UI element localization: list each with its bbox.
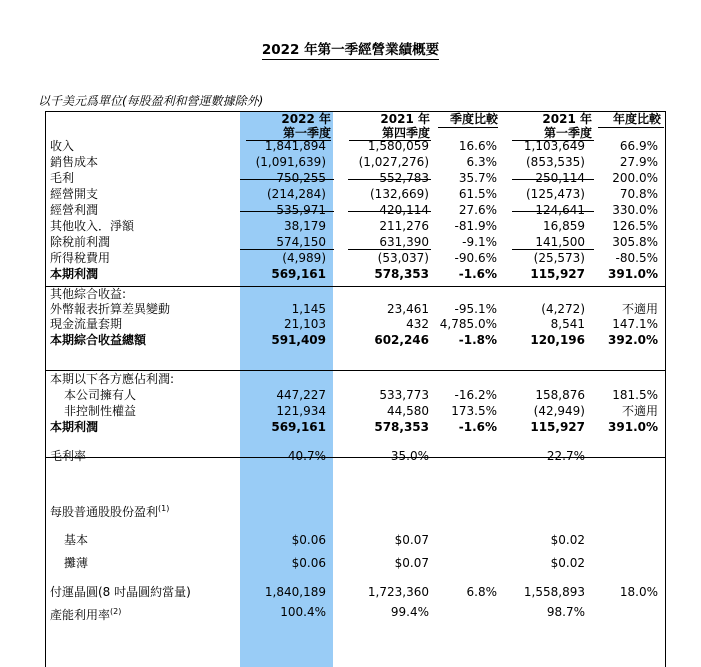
cell-value: 40.7% bbox=[287, 449, 326, 463]
cell-value: -1.6% bbox=[458, 420, 497, 434]
row-label: 其他收入．淨額 bbox=[50, 219, 135, 233]
cell-value: 569,161 bbox=[271, 267, 326, 281]
cell-value: 602,246 bbox=[374, 333, 429, 347]
cell-value: -95.1% bbox=[454, 302, 497, 316]
cell-value: 574,150 bbox=[276, 235, 326, 249]
table-row bbox=[0, 332, 701, 348]
subtotal-rule bbox=[512, 179, 594, 180]
table-row bbox=[0, 387, 701, 403]
cell-value: 66.9% bbox=[619, 139, 658, 153]
table-row bbox=[0, 170, 701, 186]
cell-value: (214,284) bbox=[267, 187, 326, 201]
cell-value: 44,580 bbox=[387, 404, 429, 418]
cell-value: 578,353 bbox=[374, 420, 429, 434]
cell-value: 1,841,894 bbox=[264, 139, 326, 153]
cell-value: -81.9% bbox=[454, 219, 497, 233]
row-label: 其他綜合收益: bbox=[50, 287, 127, 301]
cell-value: (4,989) bbox=[282, 251, 326, 265]
table-row bbox=[0, 154, 701, 170]
table-row bbox=[0, 604, 701, 620]
table-row bbox=[0, 371, 701, 387]
table-row bbox=[0, 555, 701, 571]
cell-value: 8,541 bbox=[550, 317, 585, 331]
cell-value: -90.6% bbox=[454, 251, 497, 265]
subtotal-rule bbox=[348, 211, 431, 212]
cell-value: 126.5% bbox=[612, 219, 658, 233]
cell-value: 1,723,360 bbox=[367, 585, 429, 599]
cell-value: 591,409 bbox=[271, 333, 326, 347]
header-2021-q4: 2021 年 第四季度 bbox=[380, 112, 430, 140]
cell-value: 115,927 bbox=[530, 420, 585, 434]
table-row bbox=[0, 584, 701, 600]
cell-value: 173.5% bbox=[451, 404, 497, 418]
row-label: 銷售成本 bbox=[50, 155, 99, 169]
row-label: 除稅前利潤 bbox=[50, 235, 111, 249]
cell-value: 552,783 bbox=[379, 171, 429, 185]
unit-note: 以千美元爲單位(每股盈利和營運數據除外) bbox=[38, 94, 264, 108]
cell-value: (53,037) bbox=[377, 251, 429, 265]
cell-value: 38,179 bbox=[284, 219, 326, 233]
row-label: 付運晶圓(8 吋晶圓約當量) bbox=[50, 585, 191, 599]
table-row bbox=[0, 501, 701, 517]
cell-value: -16.2% bbox=[454, 388, 497, 402]
cell-value: 569,161 bbox=[271, 420, 326, 434]
subtotal-rule bbox=[240, 249, 334, 250]
row-label: 毛利 bbox=[50, 171, 75, 185]
cell-value: (1,027,276) bbox=[358, 155, 429, 169]
cell-value: 100.4% bbox=[280, 605, 326, 619]
cell-value: $0.06 bbox=[291, 556, 326, 570]
header-2021-q1: 2021 年 第一季度 bbox=[542, 112, 592, 140]
net-profit-rule bbox=[45, 286, 665, 287]
cell-value: 305.8% bbox=[612, 235, 658, 249]
cell-value: $0.07 bbox=[394, 533, 429, 547]
row-label: 攤薄 bbox=[64, 556, 89, 570]
page-title: 2022 年第一季經營業績概要 bbox=[261, 42, 440, 58]
cell-value: (125,473) bbox=[526, 187, 585, 201]
cell-value: 35.0% bbox=[390, 449, 429, 463]
cell-value: 330.0% bbox=[612, 203, 658, 217]
cell-value: 120,196 bbox=[530, 333, 585, 347]
cell-value: $0.02 bbox=[550, 533, 585, 547]
table-row bbox=[0, 301, 701, 317]
cell-value: 70.8% bbox=[619, 187, 658, 201]
footnote-marker: (2) bbox=[110, 607, 122, 616]
cell-value: 115,927 bbox=[530, 267, 585, 281]
table-row bbox=[0, 202, 701, 218]
row-label: 現金流量套期 bbox=[50, 317, 123, 331]
table-row bbox=[0, 218, 701, 234]
header-underline bbox=[438, 127, 498, 128]
header-yoy: 年度比較 bbox=[612, 112, 661, 126]
cell-value: (25,573) bbox=[533, 251, 585, 265]
subtotal-rule bbox=[240, 179, 334, 180]
table-row bbox=[0, 266, 701, 282]
subtotal-rule bbox=[512, 211, 594, 212]
table-row bbox=[0, 138, 701, 154]
cell-value: 211,276 bbox=[379, 219, 429, 233]
table-row bbox=[0, 532, 701, 548]
cell-value: 631,390 bbox=[379, 235, 429, 249]
cell-value: 18.0% bbox=[619, 585, 658, 599]
cell-value: 158,876 bbox=[535, 388, 585, 402]
header-qoq: 季度比較 bbox=[449, 112, 498, 126]
cell-value: 392.0% bbox=[608, 333, 658, 347]
table-row bbox=[0, 250, 701, 266]
row-label: 本期綜合收益總額 bbox=[50, 333, 147, 347]
subtotal-rule bbox=[240, 211, 334, 212]
cell-value: -1.6% bbox=[458, 267, 497, 281]
row-label: 每股普通股股份盈利$^{(1)}$ bbox=[50, 504, 170, 519]
cell-value: 181.5% bbox=[612, 388, 658, 402]
table-row bbox=[0, 403, 701, 419]
comprehensive-rule bbox=[45, 370, 665, 371]
table-row bbox=[0, 448, 701, 464]
cell-value: (42,949) bbox=[533, 404, 585, 418]
cell-value: -9.1% bbox=[462, 235, 497, 249]
cell-value: 98.7% bbox=[546, 605, 585, 619]
row-label: 本期利潤 bbox=[50, 420, 99, 434]
cell-value: 21,103 bbox=[284, 317, 326, 331]
cell-value: 不適用 bbox=[621, 404, 658, 418]
row-label: 外幣報表折算差異變動 bbox=[50, 302, 171, 316]
cell-value: 35.7% bbox=[458, 171, 497, 185]
table-row bbox=[0, 316, 701, 332]
row-label: 毛利率 bbox=[50, 449, 87, 463]
row-label: 經營利潤 bbox=[50, 203, 99, 217]
cell-value: 1,840,189 bbox=[264, 585, 326, 599]
row-label: 所得稅費用 bbox=[50, 251, 111, 265]
cell-value: $0.02 bbox=[550, 556, 585, 570]
cell-value: 16,859 bbox=[543, 219, 585, 233]
table-row bbox=[0, 234, 701, 250]
footnote-marker: (1) bbox=[158, 504, 170, 513]
table-row bbox=[0, 186, 701, 202]
header-2022-q1: 2022 年 第一季度 bbox=[281, 112, 331, 140]
subtotal-rule bbox=[512, 249, 594, 250]
cell-value: (4,272) bbox=[541, 302, 585, 316]
cell-value: 23,461 bbox=[387, 302, 429, 316]
net-profit-rule bbox=[45, 457, 665, 458]
row-label: 本公司擁有人 bbox=[64, 388, 137, 402]
cell-value: 不適用 bbox=[621, 302, 658, 316]
row-label: 非控制性權益 bbox=[64, 404, 137, 418]
cell-value: 16.6% bbox=[458, 139, 497, 153]
cell-value: 1,580,059 bbox=[367, 139, 429, 153]
cell-value: 147.1% bbox=[612, 317, 658, 331]
cell-value: (132,669) bbox=[370, 187, 429, 201]
cell-value: $0.07 bbox=[394, 556, 429, 570]
row-label: 基本 bbox=[64, 533, 89, 547]
cell-value: 420,114 bbox=[379, 203, 429, 217]
row-label: 本期利潤 bbox=[50, 267, 99, 281]
cell-value: 141,500 bbox=[535, 235, 585, 249]
cell-value: 533,773 bbox=[379, 388, 429, 402]
header-underline bbox=[598, 127, 664, 128]
cell-value: 27.6% bbox=[458, 203, 497, 217]
cell-value: 200.0% bbox=[612, 171, 658, 185]
cell-value: 61.5% bbox=[458, 187, 497, 201]
row-label: 經營開支 bbox=[50, 187, 99, 201]
cell-value: 27.9% bbox=[619, 155, 658, 169]
cell-value: 99.4% bbox=[390, 605, 429, 619]
row-label: 本期以下各方應佔利潤: bbox=[50, 372, 175, 386]
row-label: 產能利用率$^{(2)}$ bbox=[50, 607, 122, 622]
cell-value: 447,227 bbox=[276, 388, 326, 402]
cell-value: 750,255 bbox=[276, 171, 326, 185]
cell-value: 6.8% bbox=[466, 585, 497, 599]
cell-value: 535,971 bbox=[276, 203, 326, 217]
subtotal-rule bbox=[348, 249, 431, 250]
cell-value: 4,785.0% bbox=[439, 317, 497, 331]
row-label: 收入 bbox=[50, 139, 75, 153]
cell-value: (853,535) bbox=[526, 155, 585, 169]
cell-value: 391.0% bbox=[608, 420, 658, 434]
cell-value: 6.3% bbox=[466, 155, 497, 169]
cell-value: 124,641 bbox=[535, 203, 585, 217]
cell-value: 578,353 bbox=[374, 267, 429, 281]
cell-value: 121,934 bbox=[276, 404, 326, 418]
cell-value: -1.8% bbox=[458, 333, 497, 347]
cell-value: -80.5% bbox=[615, 251, 658, 265]
cell-value: 432 bbox=[406, 317, 429, 331]
cell-value: 1,145 bbox=[291, 302, 326, 316]
cell-value: 22.7% bbox=[546, 449, 585, 463]
cell-value: 1,103,649 bbox=[523, 139, 585, 153]
cell-value: (1,091,639) bbox=[255, 155, 326, 169]
cell-value: $0.06 bbox=[291, 533, 326, 547]
cell-value: 1,558,893 bbox=[523, 585, 585, 599]
table-row bbox=[0, 286, 701, 302]
table-row bbox=[0, 419, 701, 435]
cell-value: 250,114 bbox=[535, 171, 585, 185]
cell-value: 391.0% bbox=[608, 267, 658, 281]
subtotal-rule bbox=[348, 179, 431, 180]
